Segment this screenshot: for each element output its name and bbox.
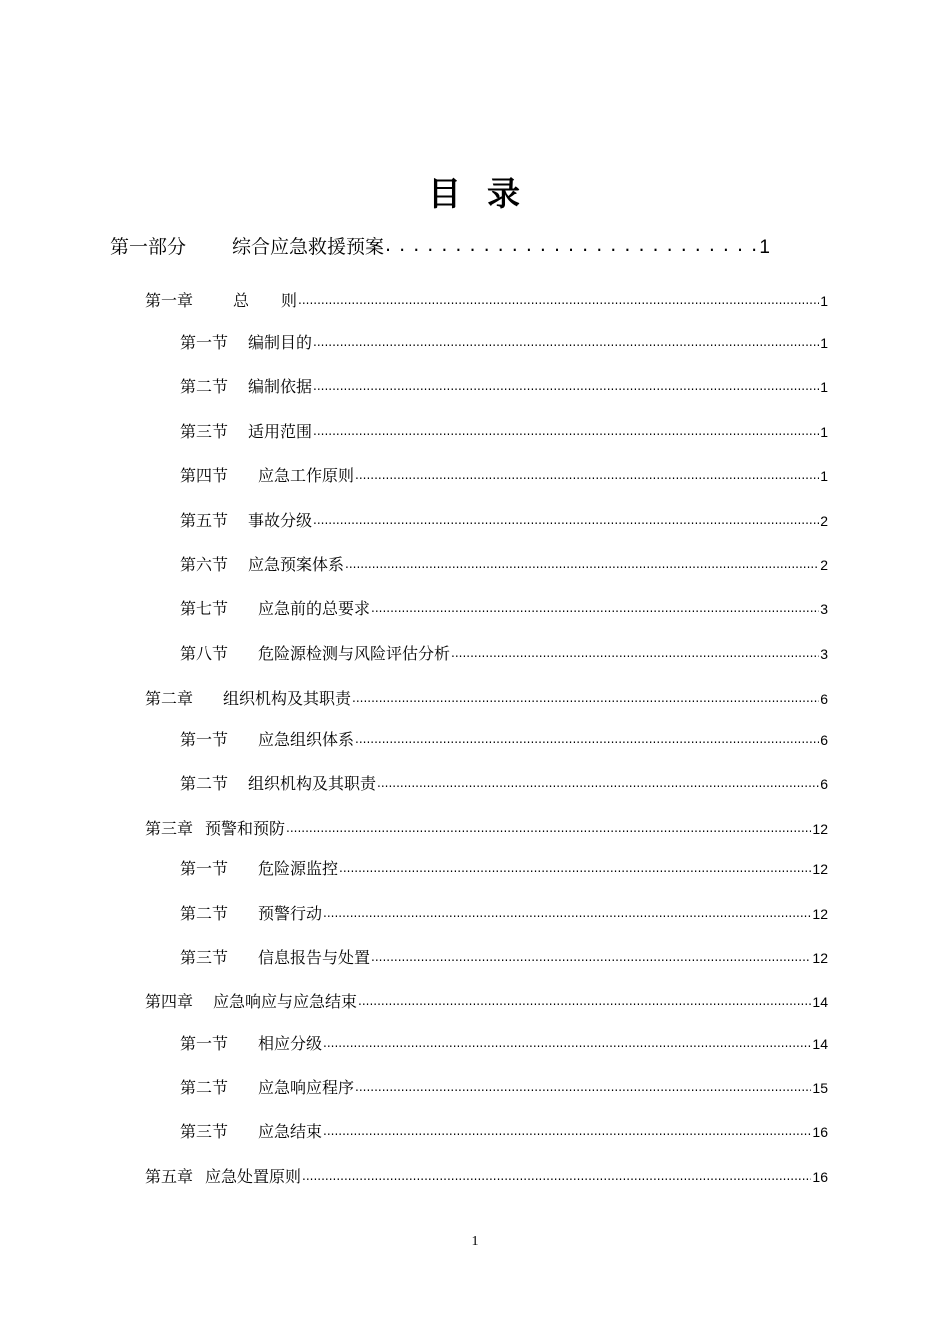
dot-leader xyxy=(385,234,758,256)
dot-leader xyxy=(352,687,819,706)
dot-leader xyxy=(313,375,819,394)
entry-page: 1 xyxy=(820,424,828,440)
toc-title-char-1: 目 xyxy=(428,174,463,213)
entry-number: 第四节 xyxy=(180,466,229,485)
entry-number: 第一节 xyxy=(180,859,229,878)
entry-title: 预警行动 xyxy=(258,904,323,923)
entry-page: 2 xyxy=(820,513,828,529)
entry-title: 应急响应与应急结束 xyxy=(213,992,358,1011)
toc-chapter-entry[interactable] xyxy=(145,989,828,1012)
part-number: 第一部分 xyxy=(110,236,187,258)
entry-title: 事故分级 xyxy=(248,511,313,530)
entry-page: 12 xyxy=(812,950,828,966)
entry-page: 6 xyxy=(820,732,828,748)
entry-number: 第七节 xyxy=(180,599,229,618)
entry-number: 第八节 xyxy=(180,644,229,663)
dot-leader xyxy=(371,597,819,616)
entry-title: 适用范围 xyxy=(248,422,313,441)
dot-leader xyxy=(323,902,811,921)
toc-section-entry[interactable] xyxy=(180,463,828,486)
dot-leader xyxy=(298,289,819,308)
entry-page: 16 xyxy=(812,1124,828,1140)
entry-page: 6 xyxy=(820,776,828,792)
entry-title: 组织机构及其职责 xyxy=(223,689,352,708)
toc-section-entry[interactable] xyxy=(180,771,828,794)
toc-section-entry[interactable] xyxy=(180,330,828,353)
entry-page: 1 xyxy=(820,335,828,351)
entry-title: 应急组织体系 xyxy=(258,730,355,749)
toc-section-entry[interactable] xyxy=(180,901,828,924)
entry-page: 12 xyxy=(812,821,828,837)
toc-chapter-entry[interactable] xyxy=(145,816,828,839)
entry-number: 第二节 xyxy=(180,904,229,923)
entry-page: 1 xyxy=(820,379,828,395)
entry-page: 1 xyxy=(820,468,828,484)
toc-section-entry[interactable] xyxy=(180,1075,828,1098)
toc-chapter-entry[interactable] xyxy=(145,288,828,311)
entry-number: 第二节 xyxy=(180,377,229,396)
toc-section-entry[interactable] xyxy=(180,727,828,750)
entry-title: 编制依据 xyxy=(248,377,313,396)
entry-page: 3 xyxy=(820,601,828,617)
dot-leader xyxy=(313,331,819,350)
entry-number: 第二节 xyxy=(180,1078,229,1097)
toc-section-entry[interactable] xyxy=(180,596,828,619)
entry-number: 第三节 xyxy=(180,422,229,441)
toc-section-entry[interactable] xyxy=(180,1119,828,1142)
dot-leader xyxy=(358,990,811,1009)
entry-number: 第二节 xyxy=(180,774,229,793)
entry-number: 第六节 xyxy=(180,555,229,574)
entry-number: 第一章 xyxy=(145,291,194,310)
entry-page: 12 xyxy=(812,906,828,922)
entry-title: 应急预案体系 xyxy=(248,555,345,574)
entry-page: 3 xyxy=(820,646,828,662)
toc-chapter-entry[interactable] xyxy=(145,1164,828,1187)
entry-number: 第三节 xyxy=(180,948,229,967)
entry-number: 第一节 xyxy=(180,1034,229,1053)
entry-title: 组织机构及其职责 xyxy=(248,774,377,793)
entry-number: 第二章 xyxy=(145,689,194,708)
toc-chapter-entry[interactable] xyxy=(145,686,828,709)
entry-title: 总 则 xyxy=(233,291,298,310)
entry-number: 第五节 xyxy=(180,511,229,530)
entry-number: 第三节 xyxy=(180,1122,229,1141)
dot-leader xyxy=(355,464,819,483)
toc-section-entry[interactable] xyxy=(180,641,828,664)
dot-leader xyxy=(451,642,819,661)
dot-leader xyxy=(323,1120,811,1139)
entry-page: 14 xyxy=(812,994,828,1010)
part-page: 1 xyxy=(759,237,770,258)
entry-page: 15 xyxy=(812,1080,828,1096)
entry-page: 16 xyxy=(812,1169,828,1185)
entry-page: 6 xyxy=(820,691,828,707)
toc-section-entry[interactable] xyxy=(180,374,828,397)
entry-number: 第五章 xyxy=(145,1167,194,1186)
toc-title-char-2: 录 xyxy=(487,174,522,213)
toc-section-entry[interactable] xyxy=(180,856,828,879)
entry-title: 应急响应程序 xyxy=(258,1078,355,1097)
toc-section-entry[interactable] xyxy=(180,419,828,442)
entry-title: 信息报告与处置 xyxy=(258,948,371,967)
entry-title: 编制目的 xyxy=(248,333,313,352)
entry-title: 应急工作原则 xyxy=(258,466,355,485)
entry-title: 危险源监控 xyxy=(258,859,339,878)
entry-number: 第三章 xyxy=(145,819,194,838)
dot-leader xyxy=(313,420,819,439)
toc-section-entry[interactable] xyxy=(180,1031,828,1054)
dot-leader xyxy=(377,772,819,791)
toc-section-entry[interactable] xyxy=(180,945,828,968)
dot-leader xyxy=(302,1165,811,1184)
toc-section-entry[interactable] xyxy=(180,552,828,575)
dot-leader xyxy=(313,509,819,528)
entry-page: 1 xyxy=(820,293,828,309)
dot-leader xyxy=(339,857,811,876)
page-number: 1 xyxy=(471,1234,479,1249)
entry-page: 12 xyxy=(812,861,828,877)
dot-leader xyxy=(286,817,811,836)
dot-leader xyxy=(323,1032,811,1051)
dot-leader xyxy=(355,728,819,747)
entry-title: 应急结束 xyxy=(258,1122,323,1141)
entry-page: 2 xyxy=(820,557,828,573)
toc-part-entry[interactable] xyxy=(110,232,770,259)
dot-leader xyxy=(345,553,819,572)
dot-leader xyxy=(371,946,811,965)
entry-number: 第一节 xyxy=(180,333,229,352)
toc-section-entry[interactable] xyxy=(180,508,828,531)
entry-title: 相应分级 xyxy=(258,1034,323,1053)
entry-title: 应急处置原则 xyxy=(205,1167,302,1186)
dot-leader xyxy=(355,1076,811,1095)
toc-title xyxy=(0,172,950,216)
entry-title: 预警和预防 xyxy=(205,819,286,838)
entry-page: 14 xyxy=(812,1036,828,1052)
part-title: 综合应急救援预案 xyxy=(232,236,385,258)
entry-title: 应急前的总要求 xyxy=(258,599,371,618)
entry-title: 危险源检测与风险评估分析 xyxy=(258,644,451,663)
entry-number: 第四章 xyxy=(145,992,194,1011)
entry-number: 第一节 xyxy=(180,730,229,749)
